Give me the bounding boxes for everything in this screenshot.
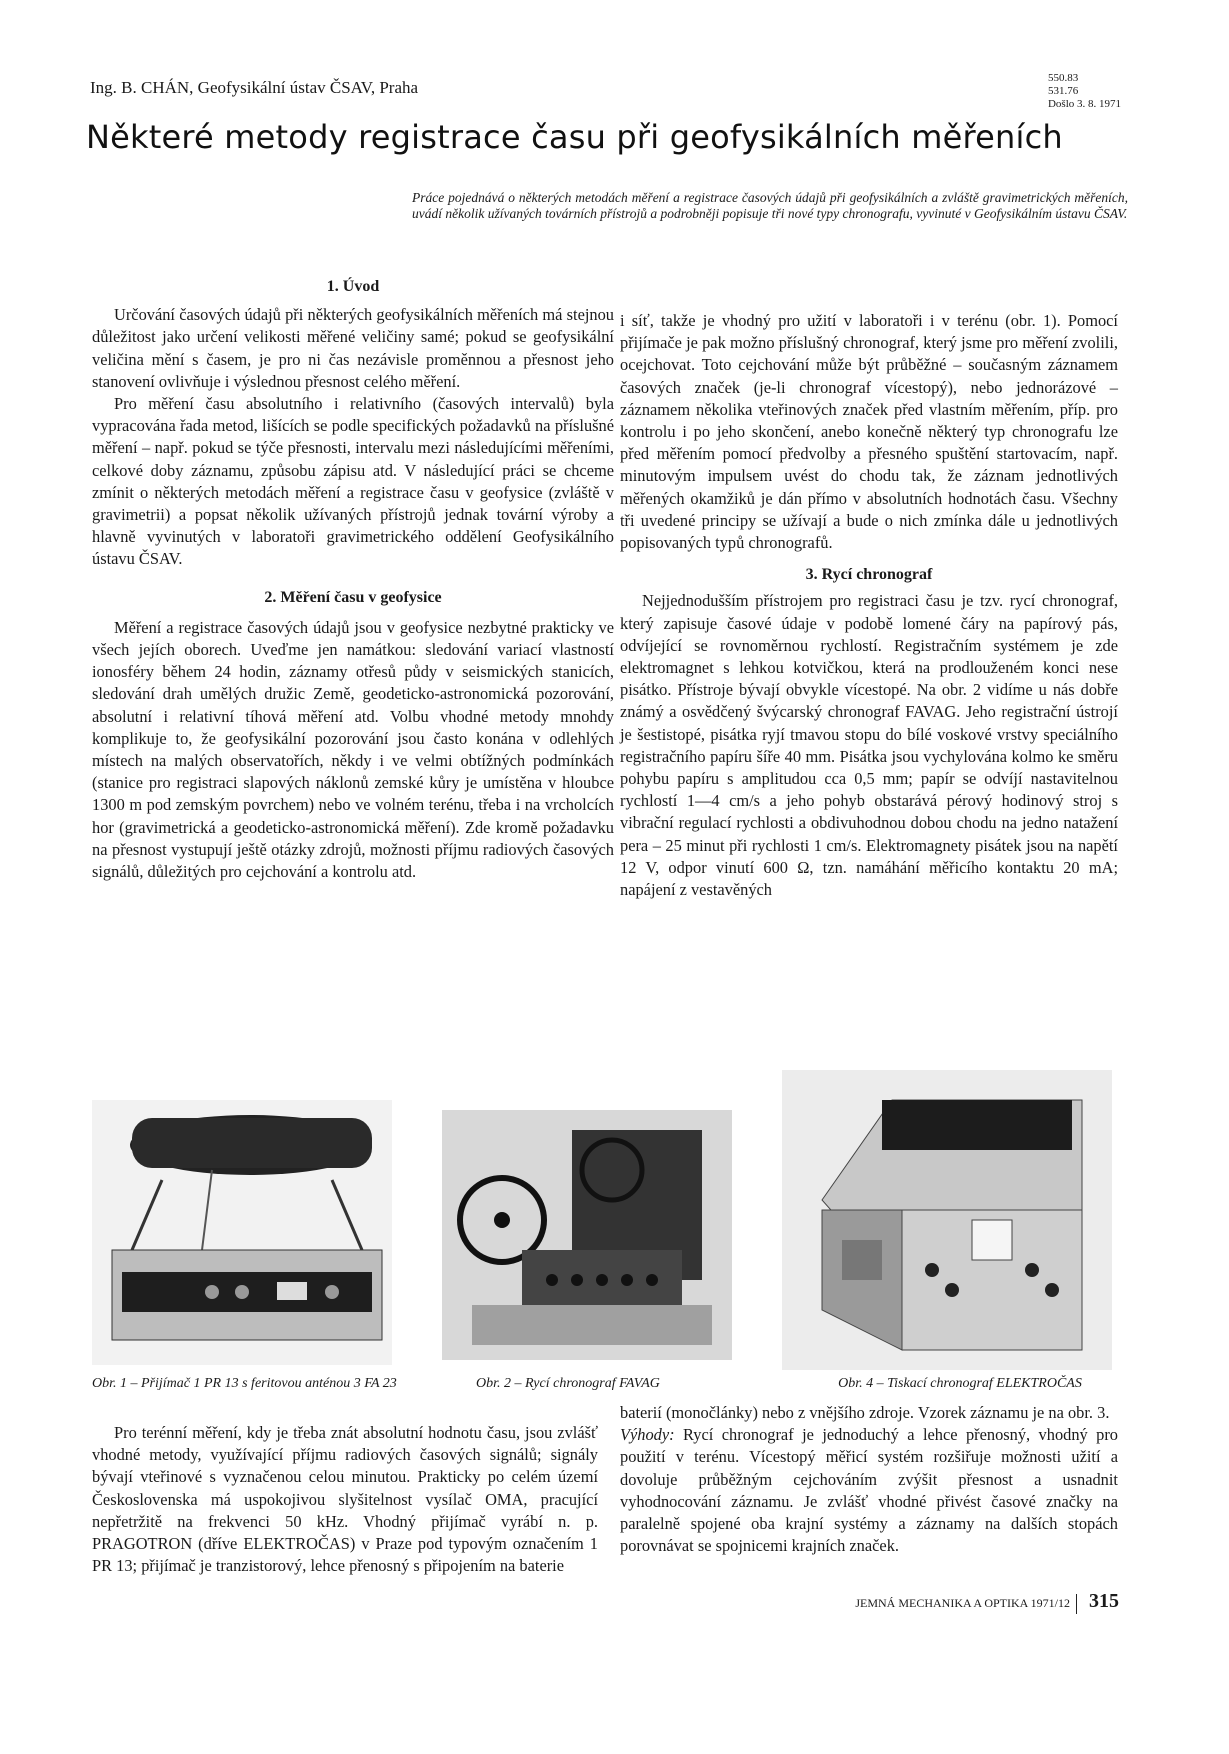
figure-2-caption: Obr. 2 – Rycí chronograf FAVAG	[476, 1376, 660, 1391]
advantages-label: Výhody:	[620, 1425, 675, 1445]
figure-4-photo	[782, 1070, 1112, 1370]
section-3-heading: 3. Rycí chronograf	[805, 566, 933, 584]
left-column-bottom	[92, 1422, 598, 1577]
right-column-top	[620, 310, 1118, 901]
bottom-right-paragraph-1: baterií (monočlánky) nebo z vnějšího zdroje. Vzorek záznamu je na obr. 3.	[620, 1403, 1110, 1422]
left-column-top	[92, 276, 614, 883]
author-line: Ing. B. CHÁN, Geofysikální ústav ČSAV, Praha	[90, 78, 419, 97]
section-2-paragraph-1: Měření a registrace časových údajů jsou v geofysice nezbytné prakticky ve všech jejích oborech. Uveďme jen namátkou: sledování variací vlastností ionosféry během 24 hodin, záznamy otřesů půdy v seismických stanicích, sledování drah umělých družic Země, geodeticko-astronomická pozorování, absolutní i relativní tíhová měření atd. Volbu vhodné metody mnohdy komplikuje to, že geofysikální pozorování jsou často konána v odlehlých místech na malých observatořích, někdy i ve velmi obtížných podmínkách (stanice pro registraci slapových náklonů zemské kůry je umístěna v hloubce 1300 m pod zemským povrchem) nebo ve volném terénu, třeba i na vrcholcích hor (gravimetrická a geodeticko-astronomická měření). Zde kromě požadavku na přesnost vystupují ještě otázky zdrojů, možnosti příjmu radiových časových signálů, důležitých pro cejchování a kontrolu atd.	[92, 617, 614, 882]
section-2-heading: 2. Měření času v geofysice	[264, 588, 442, 606]
page-footer	[855, 1590, 1119, 1614]
right-column-bottom	[620, 1402, 1118, 1557]
code-1: 550.83	[1047, 72, 1079, 84]
section-1-heading: 1. Úvod	[326, 278, 380, 295]
bottom-left-paragraph: Pro terénní měření, kdy je třeba znát absolutní hodnotu času, jsou zvlášť vhodné metody, využívající příjmu radiových časových signálů; signály bývají vteřinové s vyznačenou celou minutou. Prakticky po celém území Československa má uspokojivou slyšitelnost vysílač OMA, pracující nepřetržitě na frekvenci 50 kHz. Vhodný přijímač vyrábí n. p. PRAGOTRON (dříve ELEKTROČAS) v Praze pod typovým označením 1 PR 13; přijímač je tranzistorový, lehce přenosný s připojením na baterie	[92, 1423, 598, 1576]
bottom-right-paragraph-2	[620, 1424, 1118, 1557]
figure-2-photo	[442, 1110, 732, 1360]
journal-name: JEMNÁ MECHANIKA A OPTIKA 1971/12	[855, 1596, 1070, 1610]
footer-separator	[1076, 1594, 1077, 1614]
article-title: Některé metody registrace času při geofysikálních měřeních	[86, 118, 1063, 156]
figure-1-caption: Obr. 1 – Přijímač 1 PR 13 s feritovou anténou 3 FA 23	[92, 1376, 397, 1391]
section-1-paragraph-2: Pro měření času absolutního i relativního (časových intervalů) byla vypracována řada metod, lišících se podle specifických požadavků na příslušné měření – např. pokud se týče přesnosti, intervalu mezi následujícími měřeními, celkové doby záznamu, způsobu zápisu atd. V následující práci se chceme zmínit o některých metodách měření a registrace času v geofysice (zvláště v gravimetrii) a popsat několik užívaných přístrojů jednak tovární výroby a hlavně vyvinutých v laboratoři gravimetrického oddělení Geofysikálního ústavu ČSAV.	[92, 394, 614, 569]
advantages-text: Rycí chronograf je jednoduchý a lehce přenosný, vhodný pro použití v terénu. Vícestopý měřicí systém rozšiřuje možnosti užití a dovoluje průběžným cejchováním zvýšit přesnost a usnadnit vyhodnocování záznamu. Je zvlášť vhodné přivést časové značky na paralelně spojené oba krajní systémy a záznamy na dalších stopách porovnávat se spojnicemi krajních značek.	[620, 1425, 1118, 1556]
code-2: 531.76	[1047, 85, 1079, 97]
figure-1-photo	[92, 1100, 392, 1365]
page-number: 315	[1089, 1590, 1119, 1612]
section-3-paragraph-1: Nejjednodušším přístrojem pro registraci času je tzv. rycí chronograf, který zapisuje časové údaje v podobě lomené čáry na papírový pás, odvíjející se rovnoměrnou rychlostí. Registračním systémem je zde elektromagnet s lehkou kotvičkou, která na prodlouženém konci nese pisátko. Přístroje bývají obvykle vícestopé. Na obr. 2 vidíme u nás dobře známý a osvědčený švýcarský chronograf FAVAG. Jeho registrační ústrojí je šestistopé, pisátka ryjí tmavou stopu do bílé voskové vrstvy speciálního registračního papíru šíře 40 mm. Pisátka jsou vychylována kolmo ke směru pohybu papíru s amplitudou cca 0,5 mm; papír se odvíjí nastavitelnou rychlostí 1—4 cm/s a jeho pohyb obstarává pérový hodinový stroj s vibrační regulací rychlosti a obdivuhodnou dobou chodu na jedno natažení pera – 25 minut při rychlosti 1 cm/s. Elektromagnety pisátek jsou na napětí 12 V, odpor vinutí 600 Ω, tzn. namáhání měřicího kontaktu 20 mA; napájení z vestavěných	[620, 591, 1118, 900]
received-date: Došlo 3. 8. 1971	[1047, 98, 1121, 110]
right-paragraph-1: i síť, takže je vhodný pro užití v laboratoři i v terénu (obr. 1). Pomocí přijímače je pak možno příslušný chronograf, který jsme pro měření zvolili, ocejchovat. Toto cejchování může být průběžné – současným záznamem časových značek (je-li chronograf vícestopý), nebo jednorázové – záznamem několika vteřinových značek před vlastním měřením, příp. pro kontrolu i po jeho skončení, anebo konečně některý typ chronografu lze před měřením pomocí předvolby a přesného spuštění startovacím, např. minutovým impulsem uvést do chodu tak, že záznam jednotlivých měřených okamžiků je dán přímo v absolutních hodnotách času. Všechny tři uvedené principy se užívají a bude o nich zmínka dále u jednotlivých popisovaných typů chronografů.	[620, 311, 1118, 553]
abstract: Práce pojednává o některých metodách měření a registrace časových údajů při geofysikálních a zvláště gravimetrických měřeních, uvádí několik užívaných továrních přístrojů a podrobněji popisuje tři nové typy chronografu, vyvinuté v Geofysikálním ústavu ČSAV.	[412, 190, 1128, 222]
section-1-paragraph-1: Určování časových údajů při některých geofysikálních měřeních má stejnou důležitost jako určení velikosti měřené veličiny samé; pokud se geofysikální veličina mění s časem, je pro ni čas nezávisle proměnnou a přesnost jeho stanovení ovlivňuje i výslednou přesnost celého měření.	[92, 305, 614, 391]
figure-4-caption: Obr. 4 – Tiskací chronograf ELEKTROČAS	[838, 1376, 1082, 1391]
classification-codes	[1048, 72, 1121, 111]
